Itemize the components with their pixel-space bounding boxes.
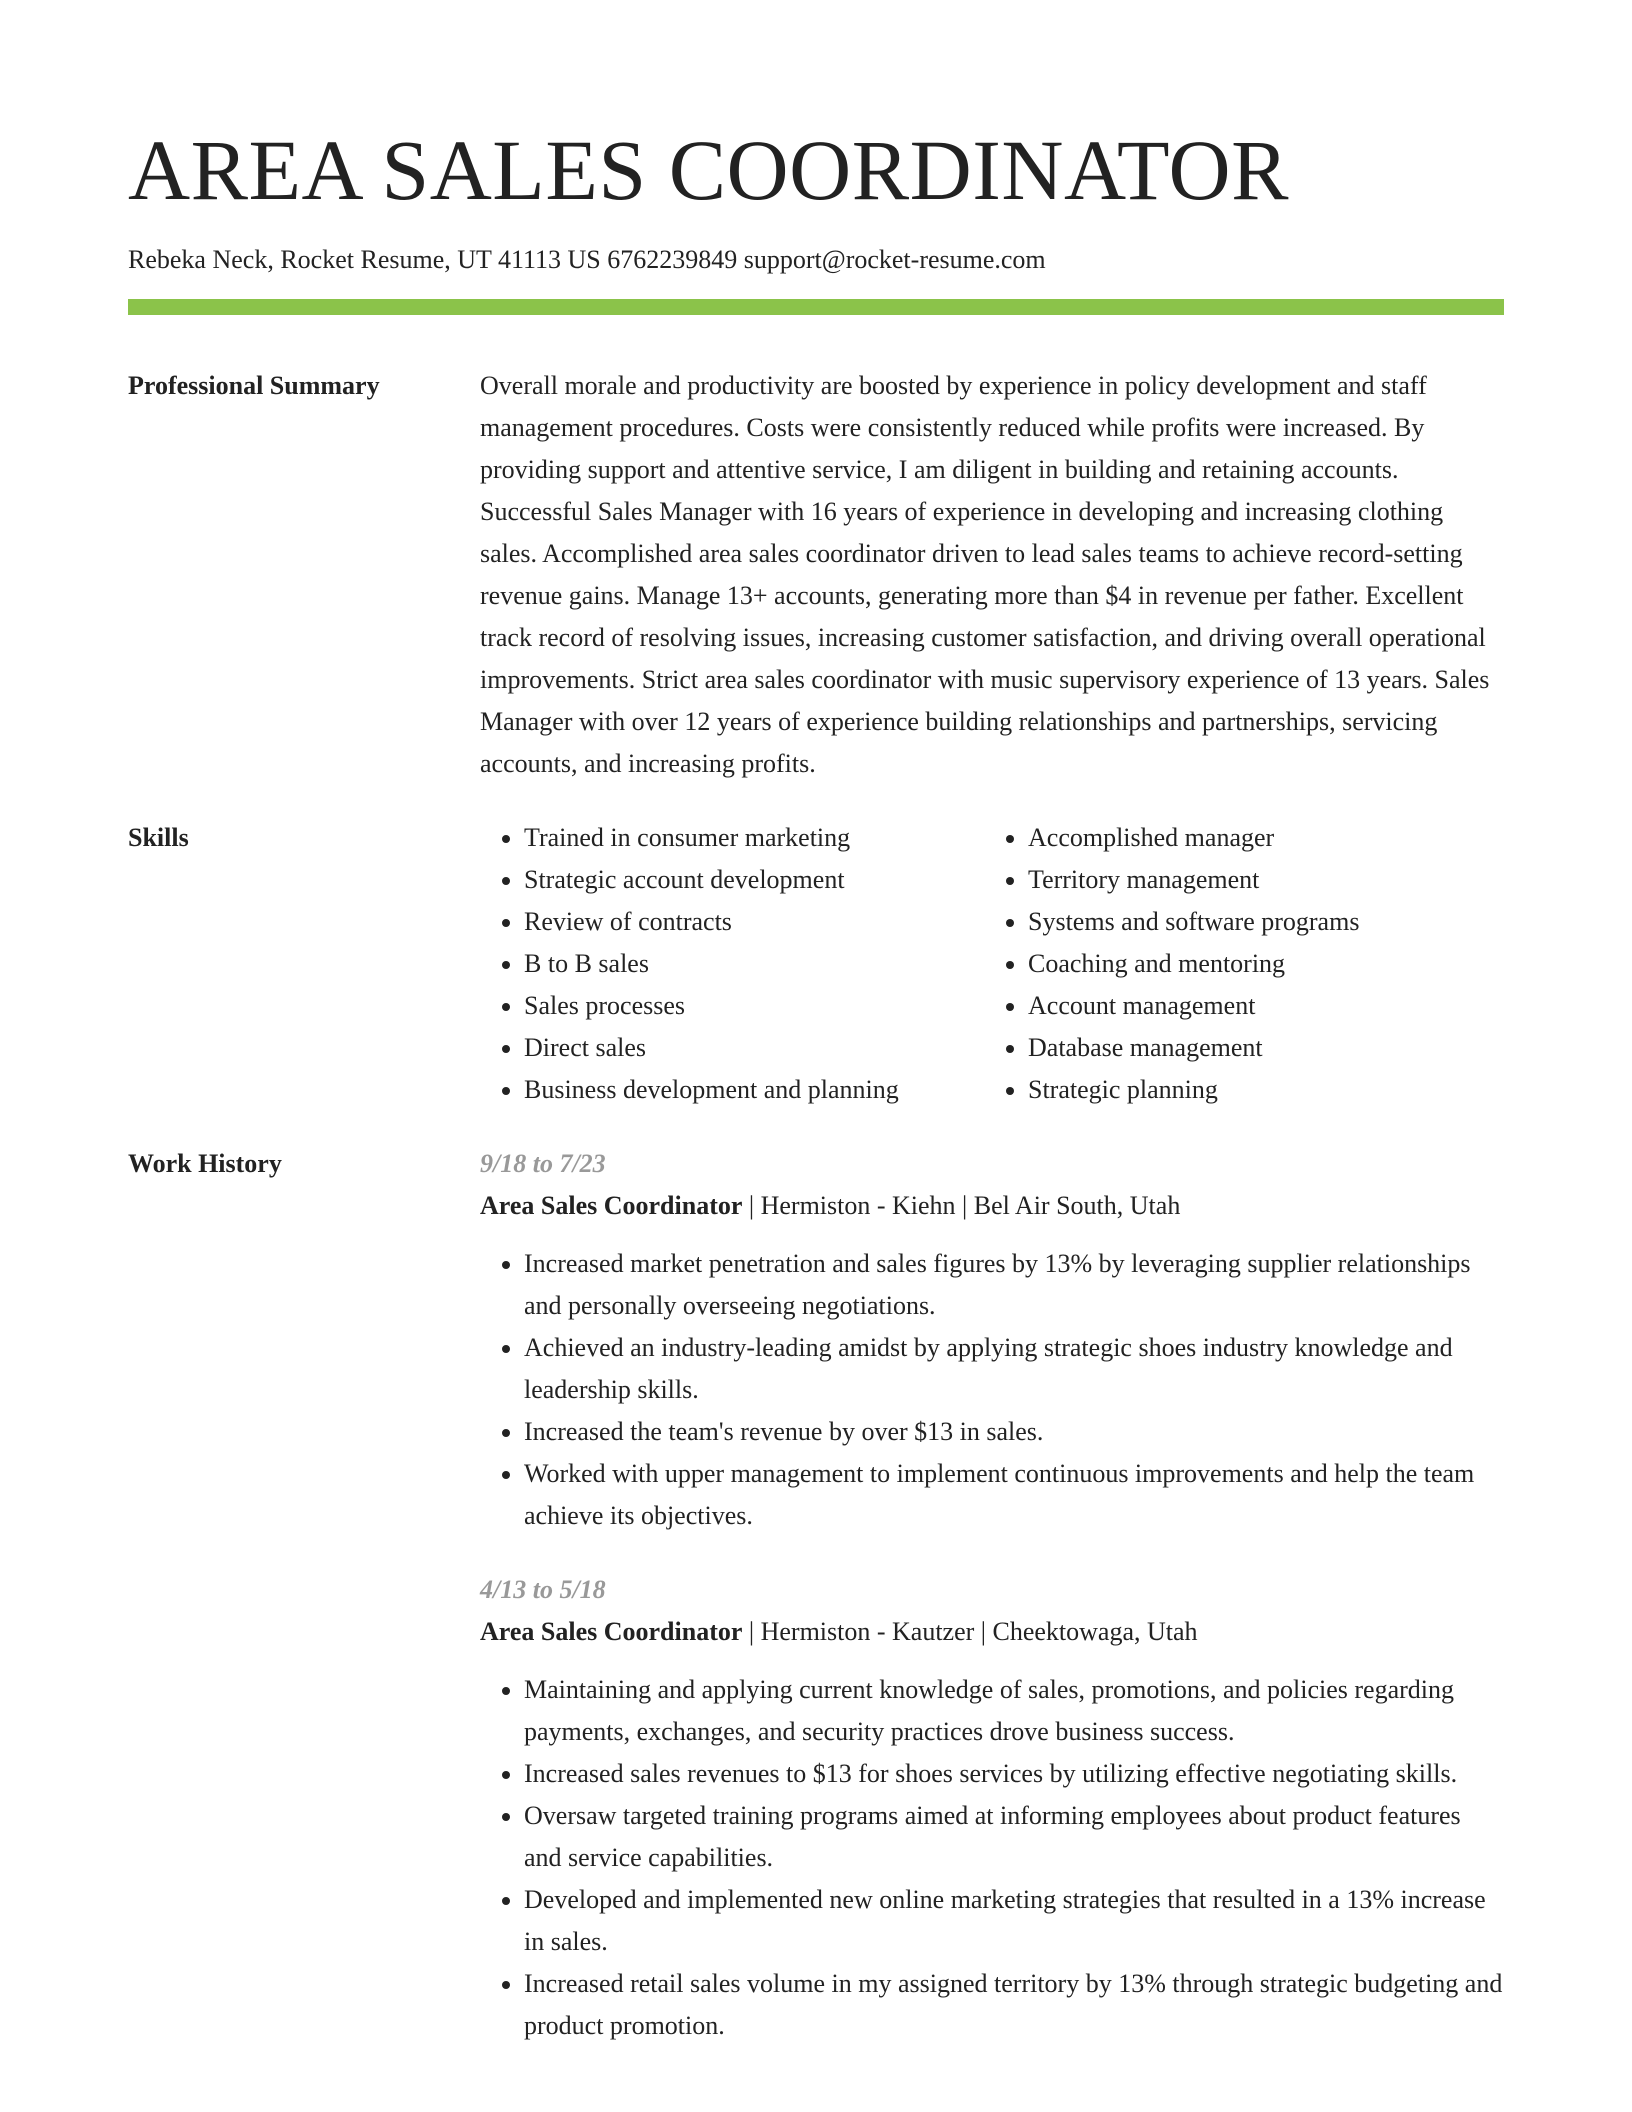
contact-line — [128, 244, 1504, 276]
job-employer-location: | Hermiston - Kautzer | Cheektowaga, Utah — [742, 1617, 1198, 1646]
skills-list-left — [480, 817, 984, 1111]
contact-email: support@rocket-resume.com — [743, 245, 1046, 274]
job-title: Area Sales Coordinator — [480, 1617, 743, 1646]
skill-item: • Strategic account development — [524, 859, 984, 901]
professional-summary-section — [128, 365, 1504, 785]
skills-list-right — [984, 817, 1488, 1111]
job-title: Area Sales Coordinator — [480, 1191, 743, 1220]
skill-item: • Strategic planning — [1028, 1069, 1488, 1111]
contact-company: Rocket Resume, — [280, 245, 451, 274]
skill-item: • Trained in consumer marketing — [524, 817, 984, 859]
skill-item: • Accomplished manager — [1028, 817, 1488, 859]
section-heading-skills: Skills — [128, 823, 189, 852]
skills-section — [128, 817, 1504, 1111]
job-dates: 9/18 to 7/23 — [480, 1149, 606, 1178]
section-heading-work: Work History — [128, 1149, 282, 1178]
work-history-section — [128, 1143, 1504, 2047]
job-employer-location: | Hermiston - Kiehn | Bel Air South, Utah — [742, 1191, 1181, 1220]
skill-item: • Sales processes — [524, 985, 984, 1027]
job-dates: 4/13 to 5/18 — [480, 1575, 606, 1604]
skill-item: • Coaching and mentoring — [1028, 943, 1488, 985]
skill-item: • B to B sales — [524, 943, 984, 985]
job-bullets — [480, 1243, 1504, 1537]
job-bullet: • Increased sales revenues to $13 for shoes services by utilizing effective negotiating skills. — [524, 1753, 1504, 1795]
job-bullet: • Increased retail sales volume in my assigned territory by 13% through strategic budgeting and product promotion. — [524, 1963, 1504, 2047]
summary-body — [480, 365, 1504, 785]
accent-divider — [128, 299, 1504, 315]
job-bullet: • Worked with upper management to implement continuous improvements and help the team achieve its objectives. — [524, 1453, 1504, 1537]
resume-page — [128, 0, 1504, 2047]
skills-body — [480, 817, 1504, 1111]
skill-item: • Territory management — [1028, 859, 1488, 901]
job-bullet: • Maintaining and applying current knowledge of sales, promotions, and policies regarding payments, exchanges, and security practices drove business success. — [524, 1669, 1504, 1753]
job-bullet: • Achieved an industry-leading amidst by applying strategic shoes industry knowledge and leadership skills. — [524, 1327, 1504, 1411]
job-bullet: • Developed and implemented new online marketing strategies that resulted in a 13% increase in sales. — [524, 1879, 1504, 1963]
skill-item: • Database management — [1028, 1027, 1488, 1069]
section-heading-summary: Professional Summary — [128, 371, 380, 400]
job-entry — [480, 1143, 1504, 1537]
skill-item: • Systems and software programs — [1028, 901, 1488, 943]
job-bullets — [480, 1669, 1504, 2047]
skills-grid — [480, 817, 1504, 1111]
contact-name: Rebeka Neck, — [128, 245, 274, 274]
job-bullet: • Increased market penetration and sales figures by 13% by leveraging supplier relationships and personally overseeing negotiations. — [524, 1243, 1504, 1327]
skill-item: • Review of contracts — [524, 901, 984, 943]
contact-phone: 6762239849 — [607, 245, 738, 274]
job-bullet: • Oversaw targeted training programs aimed at informing employees about product features and service capabilities. — [524, 1795, 1504, 1879]
job-bullet: • Increased the team's revenue by over $13 in sales. — [524, 1411, 1504, 1453]
job-header — [480, 1611, 1504, 1653]
work-body — [480, 1143, 1504, 2047]
summary-text: Overall morale and productivity are boosted by experience in policy development and staff management procedures. Costs were consistently reduced while profits were increased. By providing support and attentive service, I am diligent in building and retaining accounts. Successful Sales Manager with 16 years of experience in developing and increasing clothing sales. Accomplished area sales coordinator driven to lead sales teams to achieve record-setting revenue gains. Manage 13+ accounts, generating more than $4 in revenue per father. Excellent track record of resolving issues, increasing customer satisfaction, and driving overall operational improvements. Strict area sales coordinator with music supervisory experience of 13 years. Sales Manager with over 12 years of experience building relationships and partnerships, servicing accounts, and increasing profits. — [480, 371, 1490, 778]
skill-item: • Business development and planning — [524, 1069, 984, 1111]
job-entry — [480, 1569, 1504, 2047]
skill-item: • Account management — [1028, 985, 1488, 1027]
resume-title: AREA SALES COORDINATOR — [128, 122, 1289, 218]
contact-location: UT 41113 US — [457, 245, 601, 274]
skill-item: • Direct sales — [524, 1027, 984, 1069]
job-header — [480, 1185, 1504, 1227]
